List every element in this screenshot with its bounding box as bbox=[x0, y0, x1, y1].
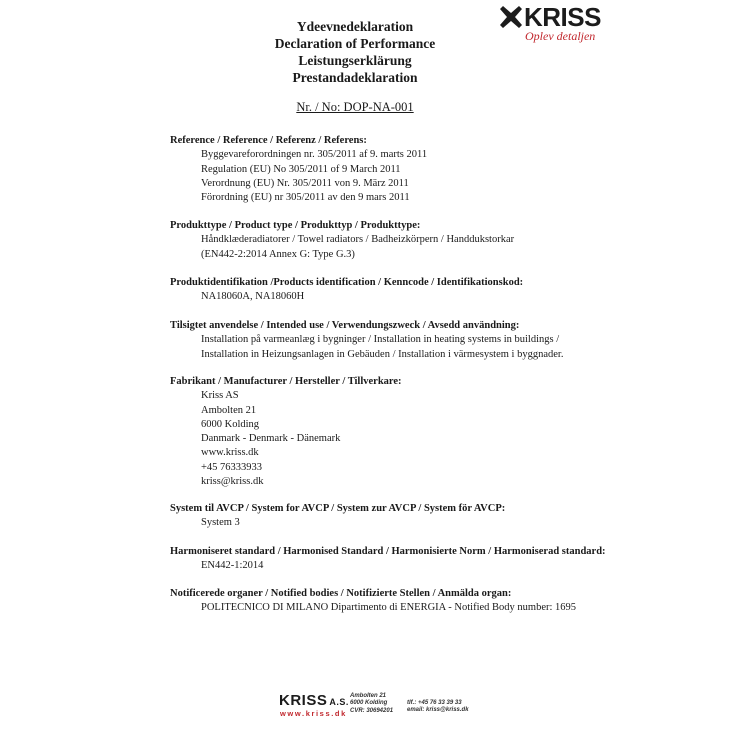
title-swedish: Prestandadeklaration bbox=[292, 70, 418, 85]
section-line: Installation in Heizungsanlagen in Gebäuden / Installation i värmesystem i byggnader. bbox=[201, 348, 564, 360]
footer-address-line: 6000 Kolding bbox=[350, 700, 388, 707]
section-heading: System til AVCP / System for AVCP / System zur AVCP / System för AVCP: bbox=[170, 503, 506, 514]
section-heading: Reference / Reference / Referenz / Referens: bbox=[170, 135, 367, 146]
footer-contact bbox=[407, 700, 469, 715]
title-english: Declaration of Performance bbox=[274, 36, 436, 51]
section-line: Installation på varmeanlæg i bygninger / Installation in heating systems in buildings / bbox=[201, 334, 560, 346]
document-number: Nr. / No: DOP-NA-001 bbox=[296, 100, 414, 114]
section-line: 6000 Kolding bbox=[201, 418, 260, 430]
section-heading: Notificerede organer / Notified bodies / Notifizierte Stellen / Anmälda organ: bbox=[170, 588, 512, 599]
title-german: Leistungserklärung bbox=[298, 53, 412, 68]
section-notified-bodies bbox=[170, 587, 640, 616]
section-line: +45 76333933 bbox=[201, 461, 263, 473]
section-intended-use bbox=[170, 319, 640, 362]
footer-phone: tlf.: +45 76 33 39 33 bbox=[407, 700, 462, 706]
section-line: www.kriss.dk bbox=[201, 447, 259, 459]
footer-brand-name: KRISS bbox=[279, 692, 328, 709]
section-product-type bbox=[170, 219, 640, 262]
section-avcp bbox=[170, 502, 640, 531]
section-line: EN442-1:2014 bbox=[201, 560, 264, 572]
section-heading: Fabrikant / Manufacturer / Hersteller / Tillverkare: bbox=[170, 376, 402, 387]
logo-tagline: Oplev detaljen bbox=[525, 29, 596, 43]
section-line: Förordning (EU) nr 305/2011 av den 9 mars 2011 bbox=[201, 192, 410, 204]
document-titles bbox=[200, 18, 510, 86]
section-harmonised-standard bbox=[170, 545, 640, 574]
footer-email: email: kriss@kriss.dk bbox=[407, 707, 469, 714]
logo-brand-text: KRISS bbox=[524, 2, 601, 32]
section-manufacturer bbox=[170, 375, 640, 489]
kriss-logo bbox=[500, 4, 620, 44]
logo-wordmark bbox=[500, 4, 601, 30]
section-line: Kriss AS bbox=[201, 390, 239, 402]
section-product-identification bbox=[170, 276, 640, 305]
section-line: kriss@kriss.dk bbox=[201, 476, 264, 488]
section-line: Håndklæderadiatorer / Towel radiators / Badheizkörpern / Handdukstorkar bbox=[201, 234, 515, 246]
footer-website: www.kriss.dk bbox=[280, 709, 347, 718]
section-heading: Produktidentifikation /Products identification / Kenncode / Identifikationskod: bbox=[170, 277, 524, 288]
section-heading: Harmoniseret standard / Harmonised Standard / Harmonisierte Norm / Harmoniserad standard: bbox=[170, 546, 606, 557]
section-line: Byggevareforordningen nr. 305/2011 af 9. marts 2011 bbox=[201, 149, 428, 161]
section-heading: Tilsigtet anvendelse / Intended use / Verwendungszweck / Avsedd användning: bbox=[170, 320, 520, 331]
footer-brand bbox=[279, 692, 349, 709]
section-reference bbox=[170, 134, 640, 205]
footer-address bbox=[350, 693, 393, 715]
section-heading: Produkttype / Product type / Produkttyp / Produkttype: bbox=[170, 220, 421, 231]
footer-brand-suffix: A.S. bbox=[329, 697, 349, 707]
footer-address-line: CVR: 30694201 bbox=[350, 707, 394, 714]
section-line: NA18060A, NA18060H bbox=[201, 291, 305, 303]
footer-address-line: Ambolten 21 bbox=[350, 693, 387, 699]
section-line: Regulation (EU) No 305/2011 of 9 March 2011 bbox=[201, 163, 401, 175]
section-line: (EN442-2:2014 Annex G: Type G.3) bbox=[201, 248, 355, 260]
section-line: POLITECNICO DI MILANO Dipartimento di ENERGIA - Notified Body number: 1695 bbox=[201, 602, 577, 614]
section-line: Danmark - Denmark - Dänemark bbox=[201, 433, 341, 445]
section-line: System 3 bbox=[201, 517, 240, 529]
section-line: Ambolten 21 bbox=[201, 404, 257, 416]
section-line: Verordnung (EU) Nr. 305/2011 von 9. März 2011 bbox=[201, 177, 409, 189]
title-danish: Ydeevnedeklaration bbox=[296, 19, 414, 34]
